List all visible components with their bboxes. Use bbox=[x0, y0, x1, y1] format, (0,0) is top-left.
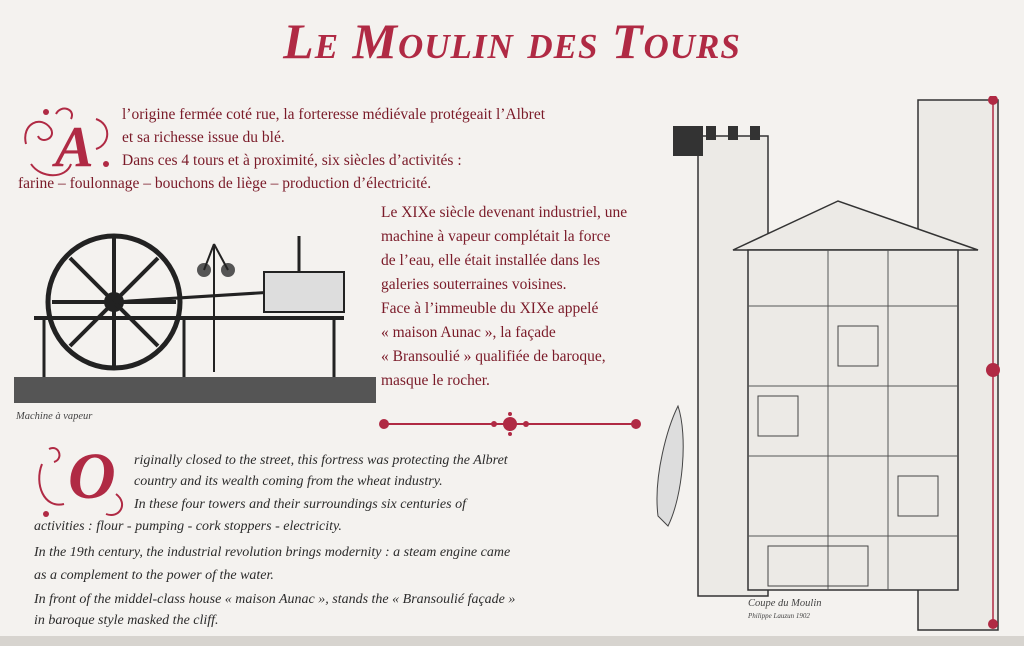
divider-ornament bbox=[378, 412, 642, 436]
english-line-7: In front of the middel-class house « maison Aunac », stands the « Bransoulié façade » bbox=[34, 592, 516, 607]
section-author: Philippe Lauzun 1902 bbox=[748, 612, 810, 620]
sign-bottom-edge bbox=[0, 636, 1024, 646]
french-para2-line-4: galeries souterraines voisines. bbox=[381, 276, 567, 293]
steam-engine-illustration bbox=[14, 222, 376, 408]
page-title: Le Moulin des Tours bbox=[283, 13, 741, 69]
english-line-1: riginally closed to the street, this fortress was protecting the Albret bbox=[134, 453, 508, 468]
section-caption: Coupe du Moulin bbox=[748, 598, 822, 609]
french-para2-line-5: Face à l’immeuble du XIXe appelé bbox=[381, 300, 599, 317]
french-line-4: farine – foulonnage – bouchons de liège – production d’électricité. bbox=[18, 175, 432, 192]
english-line-5: In the 19th century, the industrial revolution brings modernity : a steam engine came bbox=[34, 545, 511, 560]
french-para2-line-6: « maison Aunac », la façade bbox=[381, 324, 556, 341]
french-para2-line-3: de l’eau, elle était installée dans les bbox=[381, 252, 601, 269]
french-line-3: Dans ces 4 tours et à proximité, six siècles d’activités : bbox=[122, 152, 462, 169]
french-para2-line-1: Le XIXe siècle devenant industriel, une bbox=[381, 204, 628, 221]
mill-cross-section-illustration bbox=[648, 96, 1024, 636]
english-line-4: activities : flour - pumping - cork stoppers - electricity. bbox=[34, 519, 342, 534]
english-line-3: In these four towers and their surroundings six centuries of bbox=[134, 497, 466, 512]
english-line-2: country and its wealth coming from the wheat industry. bbox=[134, 474, 443, 489]
french-line-2: et sa richesse issue du blé. bbox=[122, 129, 285, 146]
english-line-8: in baroque style masked the cliff. bbox=[34, 613, 219, 628]
french-para2-line-7: « Bransoulié » qualifiée de baroque, bbox=[381, 348, 606, 365]
english-line-6: as a complement to the power of the water. bbox=[34, 568, 274, 583]
engine-caption: Machine à vapeur bbox=[16, 411, 93, 422]
french-line-1: l’origine fermée coté rue, la forteresse médiévale protégeait l’Albret bbox=[122, 106, 546, 123]
english-drop-cap: O bbox=[68, 440, 116, 513]
french-drop-cap: A bbox=[55, 114, 94, 179]
french-para2-line-2: machine à vapeur complétait la force bbox=[381, 228, 611, 245]
french-para2-line-8: masque le rocher. bbox=[381, 372, 490, 389]
